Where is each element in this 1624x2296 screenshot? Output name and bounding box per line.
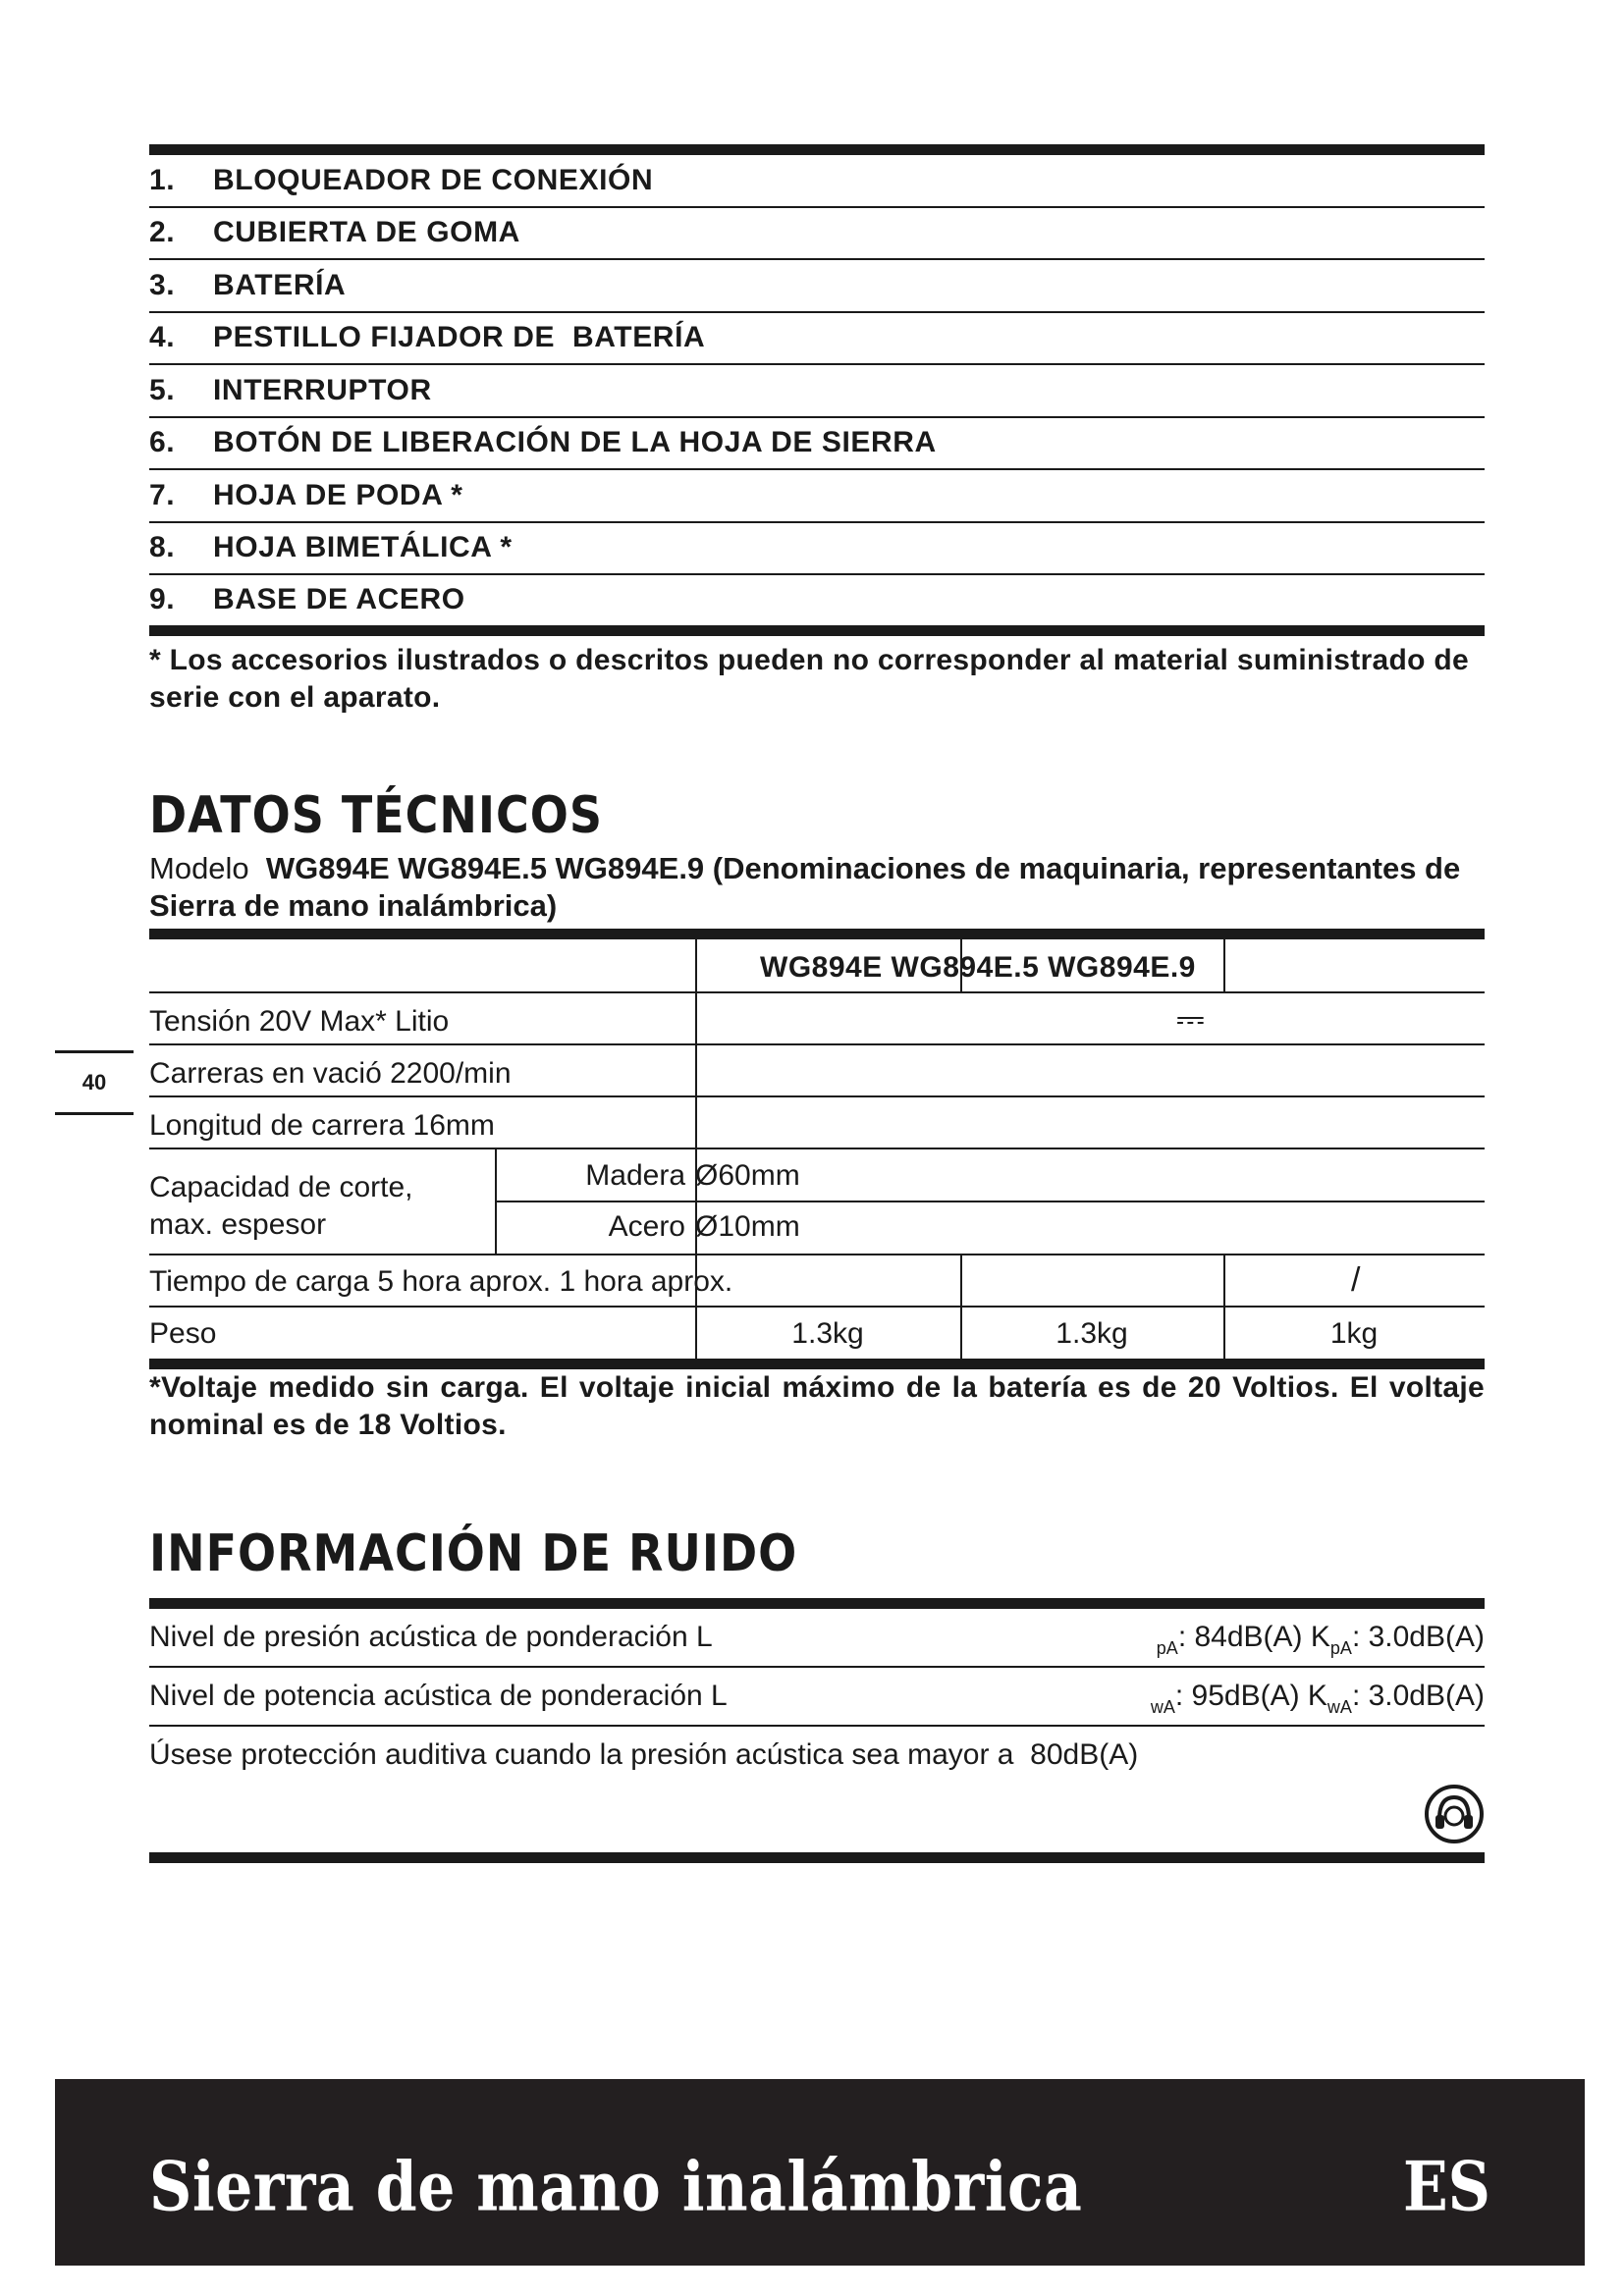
item-label: BATERÍA	[213, 268, 347, 301]
divider	[1223, 1255, 1225, 1306]
divider	[695, 939, 697, 991]
divider	[1223, 939, 1225, 991]
table-row	[149, 1727, 1485, 1852]
item-number: 2.	[149, 216, 176, 249]
table-row	[149, 1045, 1485, 1097]
dc-symbol-icon: ⎓	[1176, 999, 1205, 1040]
footer-banner	[55, 2079, 1585, 2266]
item-number: 8.	[149, 531, 176, 564]
pressure-k-sub: pA	[1329, 1638, 1352, 1658]
weight-label: Peso	[149, 1317, 217, 1350]
weight-value: 1.3kg	[791, 1317, 864, 1350]
page-number: 40	[55, 1050, 134, 1115]
list-item	[149, 260, 1485, 313]
voltage-note: *Voltaje medido sin carga. El voltaje inicial máximo de la batería es de 20 Voltios. El voltaje nominal es de 18 Voltios.	[149, 1371, 1485, 1441]
pressure-label: Nivel de presión acústica de ponderación L	[149, 1621, 713, 1653]
wood-value: Ø60mm	[695, 1159, 800, 1192]
divider	[695, 1097, 697, 1148]
noise-heading: INFORMACIÓN DE RUIDO	[149, 1523, 798, 1583]
strokes-label: Carreras en vació 2200/min	[149, 1057, 512, 1090]
charge-time-label: Tiempo de carga 5 hora aprox. 1 hora aprox.	[149, 1265, 733, 1298]
ear-protection-icon	[1424, 1784, 1485, 1844]
pressure-k-value: : 3.0dB(A)	[1351, 1621, 1485, 1653]
tech-table	[149, 929, 1485, 1369]
wood-label: Madera	[585, 1159, 685, 1192]
tech-heading: DATOS TÉCNICOS	[149, 785, 604, 845]
table-row	[149, 1097, 1485, 1149]
power-k-sub: wA	[1326, 1697, 1352, 1717]
charge-time-value: /	[1351, 1261, 1361, 1299]
item-label: PESTILLO FIJADOR DE BATERÍA	[213, 321, 706, 354]
power-value: : 95dB(A) K	[1174, 1680, 1327, 1712]
item-number: 4.	[149, 321, 176, 354]
power-k-value: : 3.0dB(A)	[1351, 1680, 1485, 1712]
model-text: WG894E WG894E.5 WG894E.9 (Denominaciones de maquinaria, representantes de Sierra de mano inalámbrica)	[149, 851, 1461, 923]
weight-value: 1.3kg	[1056, 1317, 1128, 1350]
steel-value: Ø10mm	[695, 1210, 800, 1243]
list-item	[149, 575, 1485, 636]
protection-text: Úsese protección auditiva cuando la presión acústica sea mayor a 80dB(A)	[149, 1738, 1139, 1771]
item-label: HOJA BIMETÁLICA *	[213, 531, 513, 564]
table-row	[149, 1255, 1485, 1308]
table-row	[149, 1308, 1485, 1359]
pressure-sub: pA	[1156, 1638, 1178, 1658]
list-item	[149, 313, 1485, 366]
header-models: WG894E WG894E.5 WG894E.9	[760, 951, 1196, 984]
footer-title: Sierra de mano inalámbrica	[149, 2148, 1083, 2227]
noise-table	[149, 1598, 1485, 1863]
parts-list	[149, 144, 1485, 636]
table-row	[149, 1668, 1485, 1727]
voltage-label: Tensión 20V Max* Litio	[149, 1005, 450, 1038]
model-line	[149, 850, 1485, 925]
cut-capacity-label-line: Capacidad de corte,	[149, 1171, 413, 1203]
divider	[695, 993, 697, 1043]
language-code: ES	[1402, 2148, 1490, 2227]
power-values	[1151, 1680, 1485, 1718]
item-number: 1.	[149, 163, 176, 196]
item-number: 5.	[149, 373, 176, 406]
weight-value: 1kg	[1329, 1317, 1379, 1350]
table-row	[149, 1609, 1485, 1668]
table-row	[149, 993, 1485, 1045]
parts-note: * Los accesorios ilustrados o descritos pueden no corresponder al material suministrado de serie con el aparato.	[149, 644, 1470, 714]
table-row	[149, 939, 1485, 993]
list-item	[149, 365, 1485, 418]
cut-capacity-label	[149, 1169, 413, 1244]
steel-label: Acero	[608, 1210, 685, 1243]
item-label: BOTÓN DE LIBERACIÓN DE LA HOJA DE SIERRA	[213, 426, 937, 459]
item-number: 7.	[149, 478, 176, 511]
list-item	[149, 470, 1485, 523]
item-number: 6.	[149, 426, 176, 459]
list-item	[149, 418, 1485, 471]
cut-capacity-label-line: max. espesor	[149, 1208, 327, 1241]
item-label: BASE DE ACERO	[213, 583, 465, 615]
list-item	[149, 208, 1485, 261]
divider	[695, 1045, 697, 1095]
item-label: INTERRUPTOR	[213, 373, 432, 406]
pressure-value: : 84dB(A) K	[1177, 1621, 1330, 1653]
item-label: BLOQUEADOR DE CONEXIÓN	[213, 163, 654, 196]
power-sub: wA	[1150, 1697, 1175, 1717]
item-number: 9.	[149, 583, 176, 615]
pressure-values	[1157, 1621, 1485, 1659]
list-item	[149, 523, 1485, 576]
power-label: Nivel de potencia acústica de ponderación L	[149, 1680, 728, 1712]
item-number: 3.	[149, 268, 176, 301]
divider	[960, 1255, 962, 1306]
item-label: CUBIERTA DE GOMA	[213, 216, 520, 249]
item-label: HOJA DE PODA *	[213, 478, 463, 511]
model-label: Modelo	[149, 851, 249, 885]
divider	[495, 1201, 1485, 1202]
stroke-length-label: Longitud de carrera 16mm	[149, 1109, 495, 1142]
list-item	[149, 155, 1485, 208]
table-row	[149, 1149, 1485, 1255]
